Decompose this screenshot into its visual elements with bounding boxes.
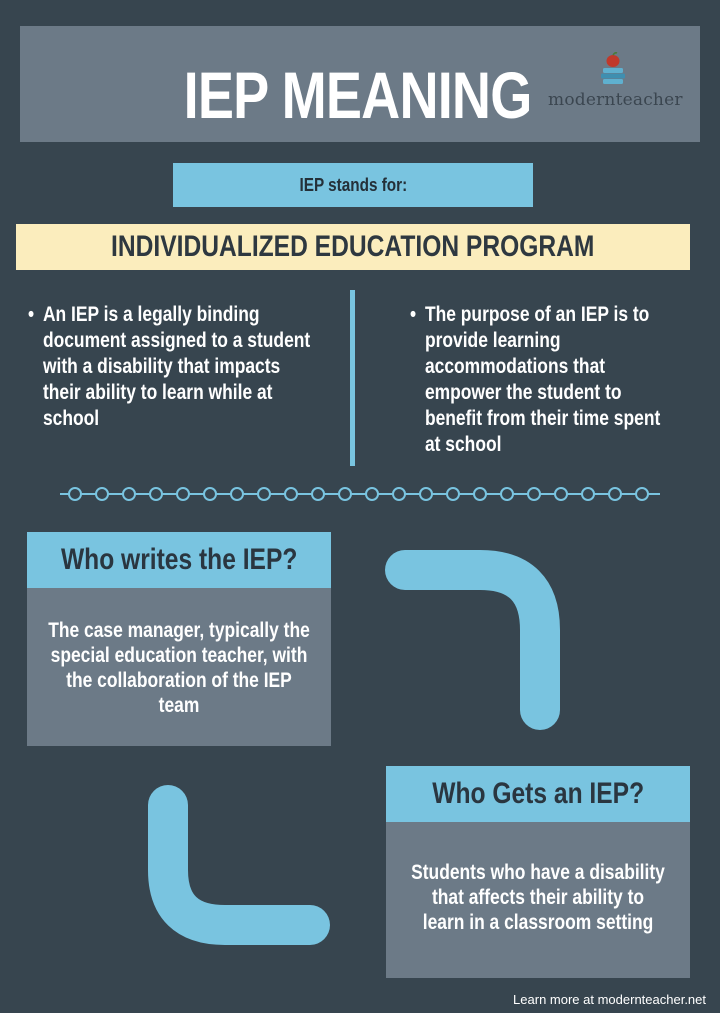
bullet-line: at school: [424, 433, 502, 456]
bullet-line: with a disability that impacts: [42, 355, 281, 378]
who-gets-panel: [386, 822, 690, 978]
who-gets-title: Who Gets an IEP?: [432, 777, 644, 810]
bullet-line: The purpose of an IEP is to: [424, 303, 650, 326]
stands-for-label: IEP stands for:: [299, 174, 407, 195]
who-writes-text: [28, 618, 330, 718]
bullet-line: empower the student to: [424, 381, 622, 404]
bullet-line: provide learning: [424, 329, 561, 352]
logo-text: modernteacher: [548, 90, 683, 110]
bullet-line: An IEP is a legally binding: [42, 303, 260, 326]
who-writes-title: Who writes the IEP?: [60, 543, 298, 576]
text-line: learn in a classroom setting: [422, 911, 654, 934]
text-line: special education teacher, with: [50, 644, 308, 667]
text-line: The case manager, typically the: [48, 619, 310, 642]
bullet-line: accommodations that: [424, 355, 606, 378]
who-writes-header: [27, 532, 331, 588]
program-name: INDIVIDUALIZED EDUCATION PROGRAM: [111, 230, 595, 263]
bullet-line: school: [42, 407, 100, 430]
page-title: IEP MEANING: [183, 58, 532, 132]
who-gets-header: [386, 766, 690, 822]
footer-link-text: Learn more at modernteacher.net: [513, 992, 706, 1007]
bullet-line: benefit from their time spent: [424, 407, 661, 430]
text-line: the collaboration of the IEP: [66, 669, 292, 692]
bullet-dot-icon: •: [28, 303, 35, 326]
bullet-line: document assigned to a student: [42, 329, 311, 352]
who-gets-text: [387, 860, 689, 935]
bullet-dot-icon: •: [410, 303, 417, 326]
text-line: team: [158, 694, 200, 717]
who-writes-panel: [27, 588, 331, 746]
text-line: Students who have a disability: [411, 861, 665, 884]
bullet-line: their ability to learn while at: [42, 381, 273, 404]
text-line: that affects their ability to: [431, 886, 645, 909]
